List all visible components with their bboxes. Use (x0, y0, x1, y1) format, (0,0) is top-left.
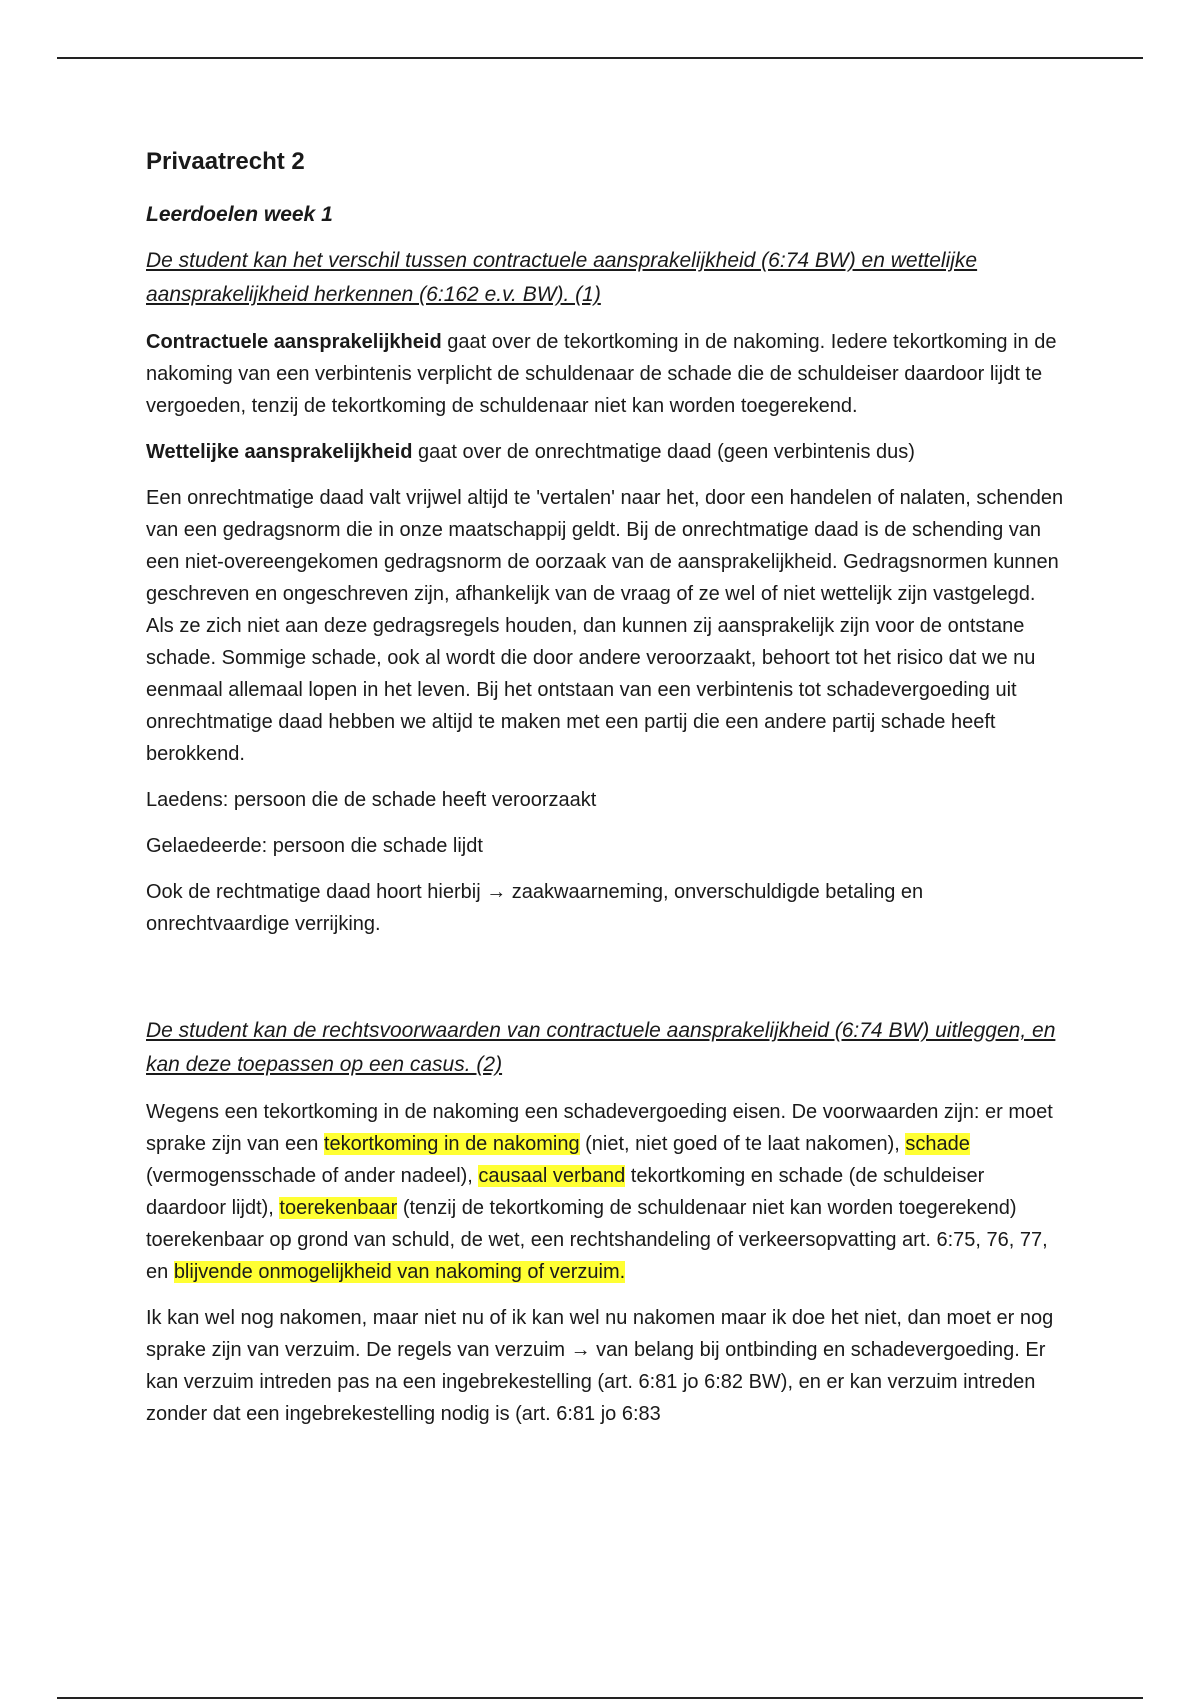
voorwaarden-text-5: (tenzij de tekortkoming de schuldenaar niet kan worden toegerekend) toerekenbaar op grond van schuld, de wet, een rechtshandeling of verkeersopvatting art. 6:75, 76, 77, en (146, 1197, 1048, 1283)
paragraph-wettelijke (146, 436, 1066, 468)
paragraph-voorwaarden (146, 1096, 1066, 1288)
highlight-causaal-verband: causaal verband (478, 1165, 626, 1187)
learning-objective-2: De student kan de rechtsvoorwaarden van contractuele aansprakelijkheid (6:74 BW) uitleggen, en kan deze toepassen op een casus. (2) (146, 1019, 1056, 1076)
section-spacer (146, 954, 1066, 1014)
term-wettelijke: Wettelijke aansprakelijkheid (146, 441, 413, 463)
voorwaarden-text-1: Wegens een tekortkoming in de nakoming een schadevergoeding eisen. De voorwaarden zijn: er moet sprake zijn van een (146, 1101, 1053, 1155)
document-title: Privaatrecht 2 (146, 148, 305, 175)
highlight-tekortkoming: tekortkoming in de nakoming (323, 1133, 580, 1155)
paragraph-contractuele (146, 326, 1066, 422)
term-contractuele: Contractuele aansprakelijkheid (146, 331, 442, 353)
bottom-rule (57, 1697, 1143, 1699)
voorwaarden-text-2: (niet, niet goed of te laat nakomen), (579, 1133, 906, 1155)
paragraph-gelaedeerde: Gelaedeerde: persoon die schade lijdt (146, 835, 483, 857)
paragraph-contractuele-text: gaat over de tekortkoming in de nakoming. Iedere tekortkoming in de nakoming van een verbintenis verplicht de schuldenaar de schade die de schuldeiser daardoor lijdt te vergoeden, tenzij de tekortkoming de schuldenaar niet kan worden toegerekend. (146, 331, 1057, 417)
paragraph-wettelijke-text: gaat over de onrechtmatige daad (geen verbintenis dus) (412, 441, 915, 463)
paragraph-verzuim: Ik kan wel nog nakomen, maar niet nu of ik kan wel nu nakomen maar ik doe het niet, dan moet er nog sprake zijn van verzuim. De regels van verzuim → van belang bij ontbinding en schadevergoeding. Er kan verzuim intreden pas na een ingebrekestelling (art. 6:81 jo 6:82 BW), en er kan verzuim intreden zonder dat een ingebrekestelling nodig is (art. 6:81 jo 6:83 (146, 1307, 1054, 1425)
document-page (146, 146, 1066, 1444)
voorwaarden-text-4: tekortkoming en schade (de schuldeiser daardoor lijdt), (146, 1165, 985, 1219)
highlight-toerekenbaar: toerekenbaar (279, 1197, 398, 1219)
voorwaarden-text-3: (vermogensschade of ander nadeel), (146, 1165, 479, 1187)
paragraph-laedens: Laedens: persoon die de schade heeft veroorzaakt (146, 789, 597, 811)
paragraph-onrechtmatige-daad: Een onrechtmatige daad valt vrijwel altijd te 'vertalen' naar het, door een handelen of nalaten, schenden van een gedragsnorm die in onze maatschappij geldt. Bij de onrechtmatige daad is de schending van een niet-overeengekomen gedragsnorm de oorzaak van de aansprakelijkheid. Gedragsnormen kunnen geschreven en ongeschreven zijn, afhankelijk van de vraag of ze wel of niet wettelijk zijn vastgelegd. Als ze zich niet aan deze gedragsregels houden, dan kunnen zij aansprakelijk zijn voor de ontstane schade. Sommige schade, ook al wordt die door andere veroorzaakt, behoort tot het risico dat we nu eenmaal allemaal lopen in het leven. Bij het ontstaan van een verbintenis tot schadevergoeding uit onrechtmatige daad hebben we altijd te maken met een partij die een andere partij schade heeft berokkend. (146, 487, 1064, 765)
top-rule (57, 57, 1143, 59)
learning-objective-1: De student kan het verschil tussen contractuele aansprakelijkheid (6:74 BW) en wettelijke aansprakelijkheid herkennen (6:162 e.v. BW). (1) (146, 249, 978, 306)
highlight-blijvende-onmogelijkheid: blijvende onmogelijkheid van nakoming of verzuim. (173, 1261, 626, 1283)
highlight-schade: schade (905, 1133, 970, 1155)
document-subtitle: Leerdoelen week 1 (146, 203, 333, 226)
paragraph-rechtmatige-daad: Ook de rechtmatige daad hoort hierbij → zaakwaarneming, onverschuldigde betaling en onrechtvaardige verrijking. (146, 881, 924, 935)
